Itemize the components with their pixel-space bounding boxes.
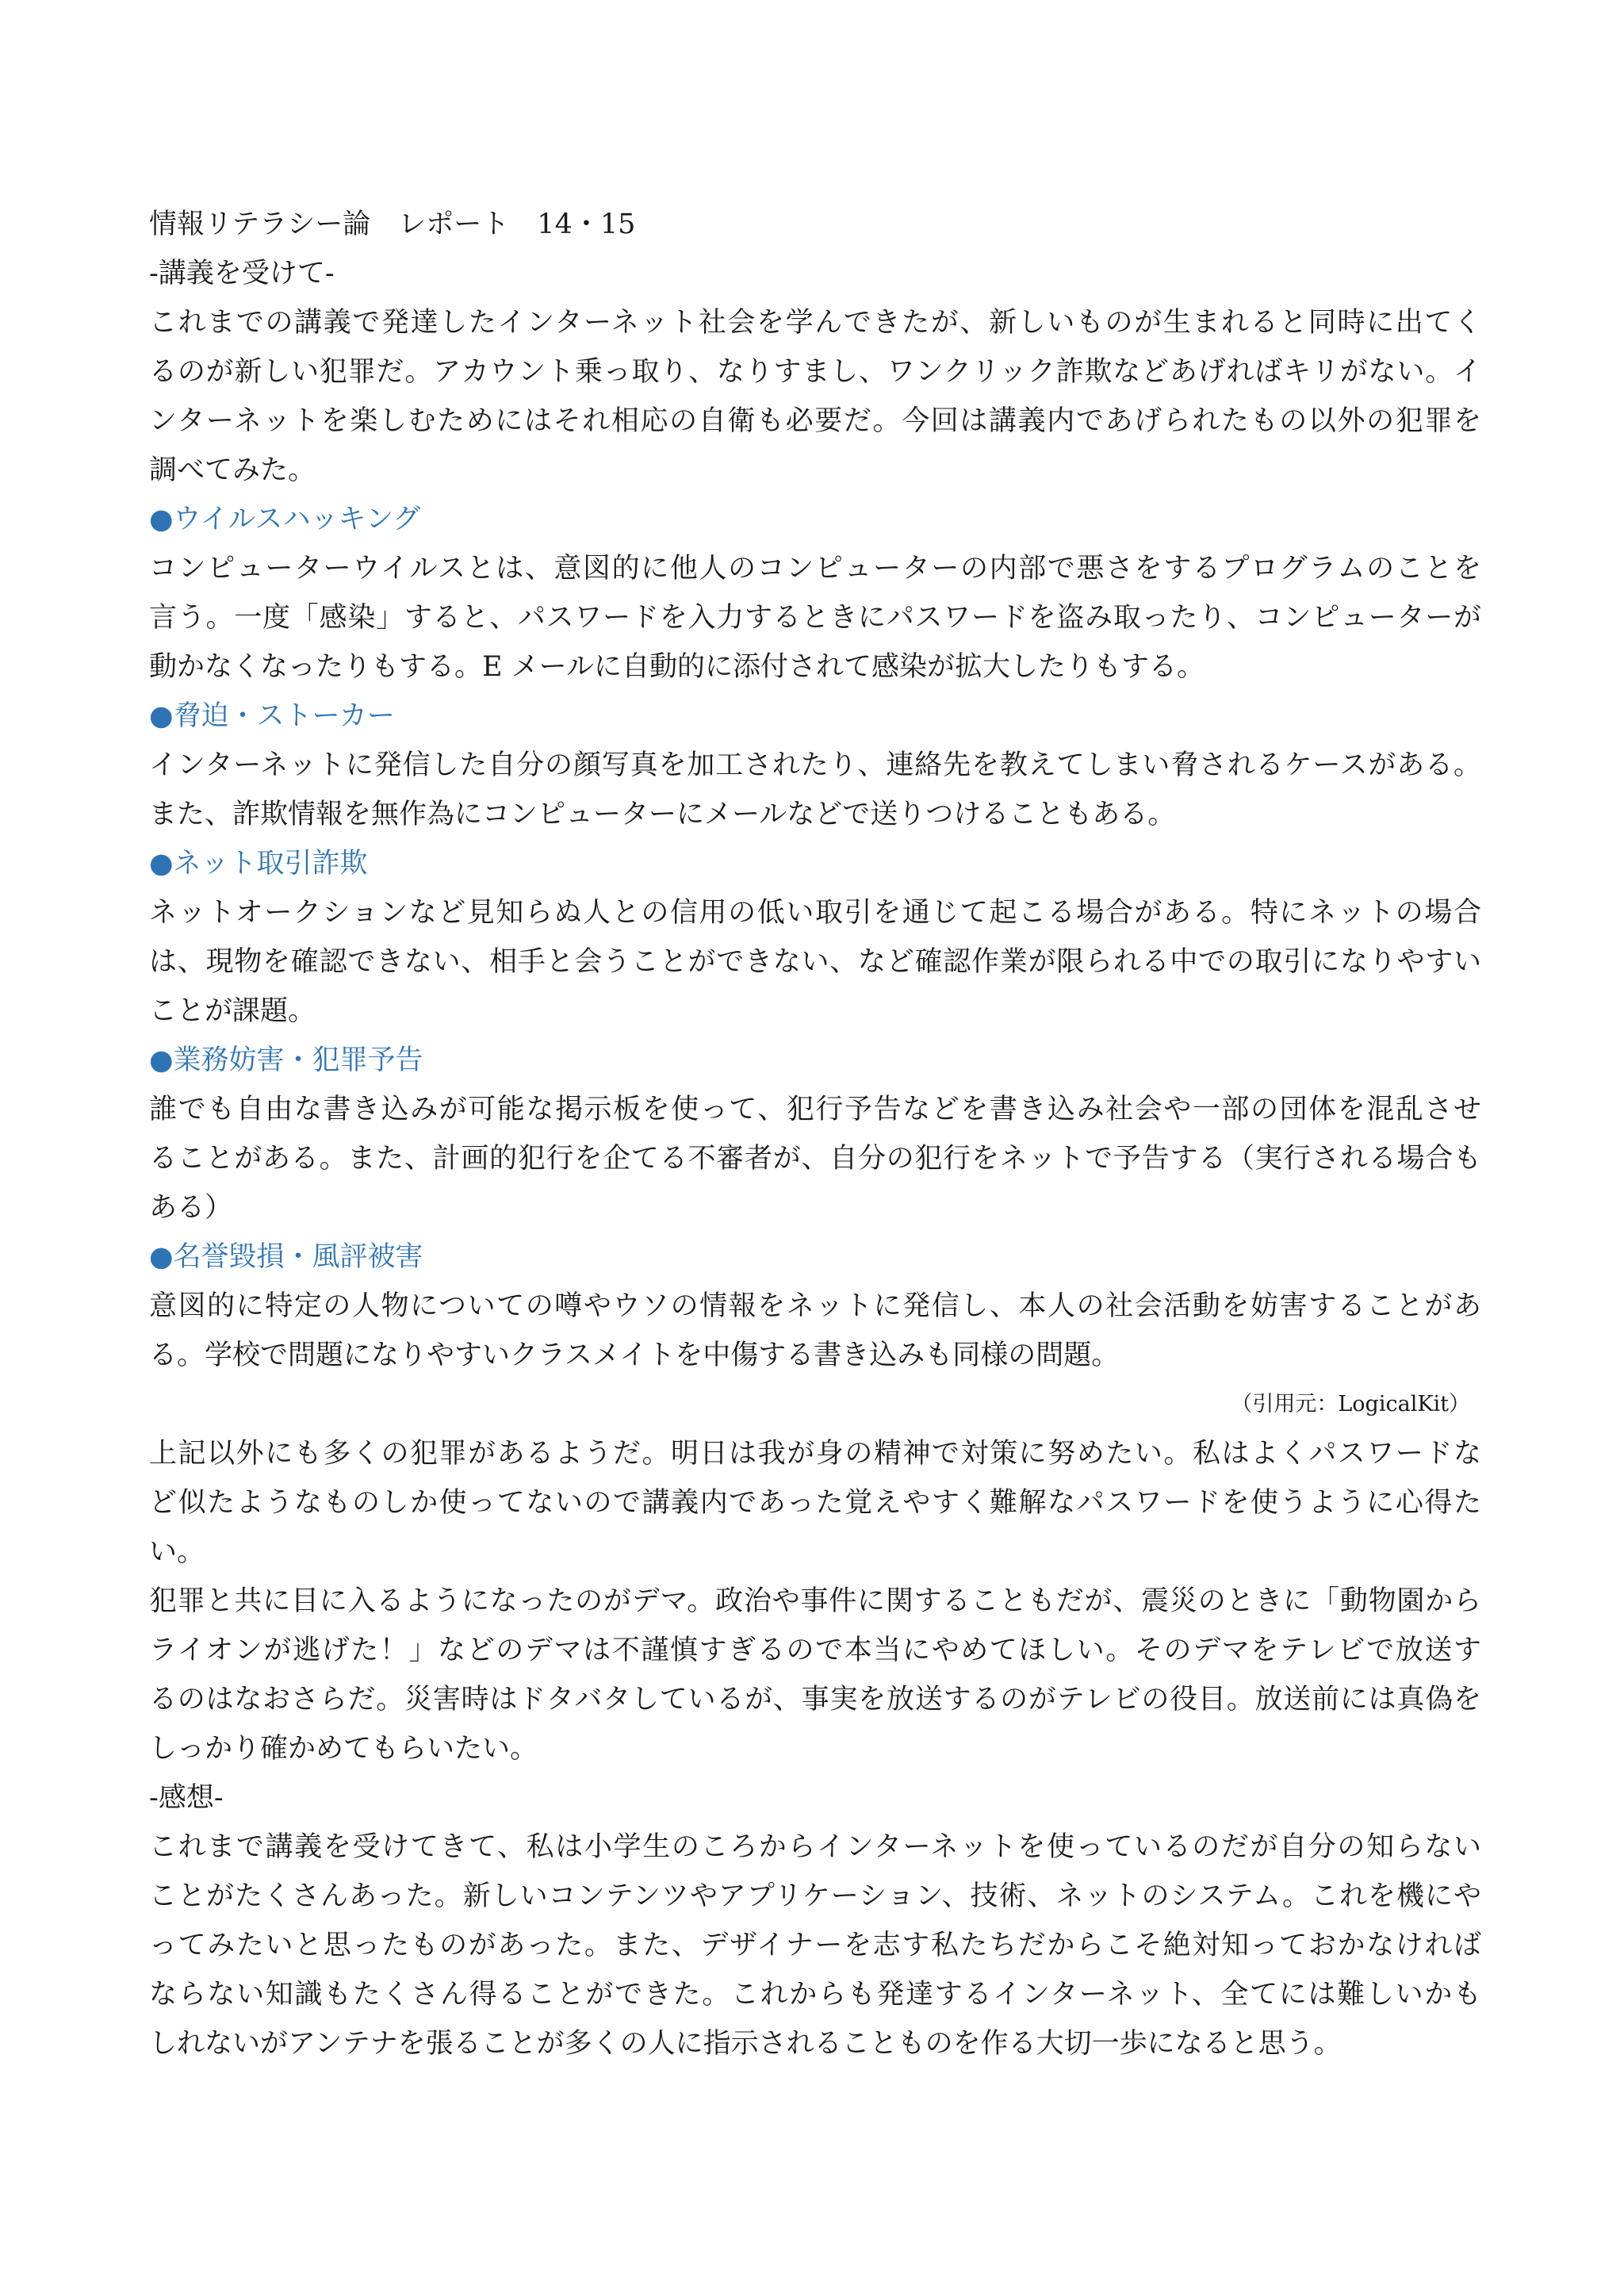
topic-virus-hacking xyxy=(149,495,1481,692)
paragraph-line: ど似たようなものしか使ってないので講義内であった覚えやすく難解なパスワードを使うように心得た xyxy=(149,1487,1481,1519)
topic-line: る。学校で問題になりやすいクラスメイトを中傷する書き込みも同様の問題。 xyxy=(149,1340,1120,1371)
topic-line: 意図的に特定の人物についての噂やウソの情報をネットに発信し、本人の社会活動を妨害することがあ xyxy=(149,1290,1481,1322)
paragraph-line: ライオンが逃げた！」などのデマは不謹慎すぎるので本当にやめてほしい。そのデマをテレビで放送す xyxy=(149,1635,1481,1666)
topic-business-obstruction xyxy=(149,1036,1481,1232)
paragraph-line: 上記以外にも多くの犯罪があるようだ。明日は我が身の精神で対策に努めたい。私はよくパスワードな xyxy=(149,1438,1481,1470)
intro-line: ンターネットを楽しむためにはそれ相応の自衛も必要だ。今回は講義内であげられたもの以外の犯罪を xyxy=(149,405,1481,437)
bullet-icon: ● xyxy=(149,848,174,880)
intro-paragraph xyxy=(149,298,1481,495)
paragraph-line: い。 xyxy=(149,1536,205,1568)
impression-line: しれないがアンテナを張ることが多くの人に指示されることものを作る大切一歩になると思う。 xyxy=(149,2028,1342,2060)
topic-heading xyxy=(149,1232,1481,1282)
paragraph-countermeasures xyxy=(149,1429,1481,1577)
impression-line: ならない知識もたくさん得ることができた。これからも発達するインターネット、全てには難しいかも xyxy=(149,1979,1481,2010)
topic-line: また、詐欺情報を無作為にコンピューターにメールなどで送りつけることもある。 xyxy=(149,799,1176,830)
topic-heading-label: 名誉毀損・風評被害 xyxy=(173,1241,423,1273)
topic-line: ネットオークションなど見知らぬ人との信用の低い取引を通じて起こる場合がある。特にネットの場合 xyxy=(149,897,1481,929)
topic-net-fraud xyxy=(149,839,1481,1036)
bullet-icon: ● xyxy=(149,1045,174,1076)
paragraph-hoax xyxy=(149,1577,1481,1773)
citation-source: （引用元：LogicalKit） xyxy=(1231,1392,1470,1416)
intro-line: これまでの講義で発達したインターネット社会を学んできたが、新しいものが生まれると同時に出てく xyxy=(149,307,1481,339)
topic-line: インターネットに発信した自分の顔写真を加工されたり、連絡先を教えてしまい脅されるケースがある。 xyxy=(149,749,1481,781)
topic-heading-label: 脅迫・ストーカー xyxy=(173,700,395,732)
topic-heading xyxy=(149,839,1481,888)
report-title: 情報リテラシー論 レポート 14・15 xyxy=(149,209,636,240)
topic-defamation xyxy=(149,1232,1481,1380)
paragraph-line: しっかり確かめてもらいたい。 xyxy=(149,1733,538,1765)
impression-paragraph xyxy=(149,1823,1481,2068)
topic-line: は、現物を確認できない、相手と会うことができない、など確認作業が限られる中での取引になりやすい xyxy=(149,946,1481,978)
report-page xyxy=(149,200,1481,2068)
topic-heading-label: 業務妨害・犯罪予告 xyxy=(173,1045,423,1076)
topic-heading-label: ウイルスハッキング xyxy=(173,504,421,535)
topic-heading-label: ネット取引詐欺 xyxy=(173,848,368,880)
paragraph-line: 犯罪と共に目に入るようになったのがデマ。政治や事件に関することもだが、震災のときに「動物園から xyxy=(149,1585,1481,1617)
topic-heading xyxy=(149,1036,1481,1085)
topic-line: 誰でも自由な書き込みが可能な掲示板を使って、犯行予告などを書き込み社会や一部の団体を混乱させ xyxy=(149,1094,1481,1125)
impression-line: ことがたくさんあった。新しいコンテンツやアプリケーション、技術、ネットのシステム。これを機にや xyxy=(149,1880,1481,1912)
bullet-icon: ● xyxy=(149,504,174,535)
topic-line: 動かなくなったりもする。E メールに自動的に添付されて感染が拡大したりもする。 xyxy=(149,651,1205,683)
topic-line: ことが課題。 xyxy=(149,995,316,1027)
section-label-impression: -感想- xyxy=(149,1782,224,1814)
topic-line: 言う。一度「感染」すると、パスワードを入力するときにパスワードを盗み取ったり、コンピューターが xyxy=(149,602,1481,634)
topic-threat-stalker xyxy=(149,692,1481,839)
topic-line: ることがある。また、計画的犯行を企てる不審者が、自分の犯行をネットで予告する（実行される場合も xyxy=(149,1143,1481,1175)
topic-line: コンピューターウイルスとは、意図的に他人のコンピューターの内部で悪さをするプログラムのことを xyxy=(149,553,1481,585)
topic-heading xyxy=(149,495,1481,544)
impression-line: ってみたいと思ったものがあった。また、デザイナーを志す私たちだからこそ絶対知っておかなければ xyxy=(149,1930,1481,1961)
intro-line: るのが新しい犯罪だ。アカウント乗っ取り、なりすまし、ワンクリック詐欺などあげればキリがない。イ xyxy=(149,356,1481,388)
intro-line: 調べてみた。 xyxy=(149,454,316,486)
topic-heading xyxy=(149,692,1481,741)
section-label-lecture: -講義を受けて- xyxy=(149,258,335,289)
topic-line: ある） xyxy=(149,1192,233,1224)
bullet-icon: ● xyxy=(149,1241,174,1273)
impression-line: これまで講義を受けてきて、私は小学生のころからインターネットを使っているのだが自分の知らない xyxy=(149,1831,1481,1863)
paragraph-line: るのはなおさらだ。災害時はドタバタしているが、事実を放送するのがテレビの役目。放送前には真偽を xyxy=(149,1684,1481,1715)
bullet-icon: ● xyxy=(149,700,174,732)
